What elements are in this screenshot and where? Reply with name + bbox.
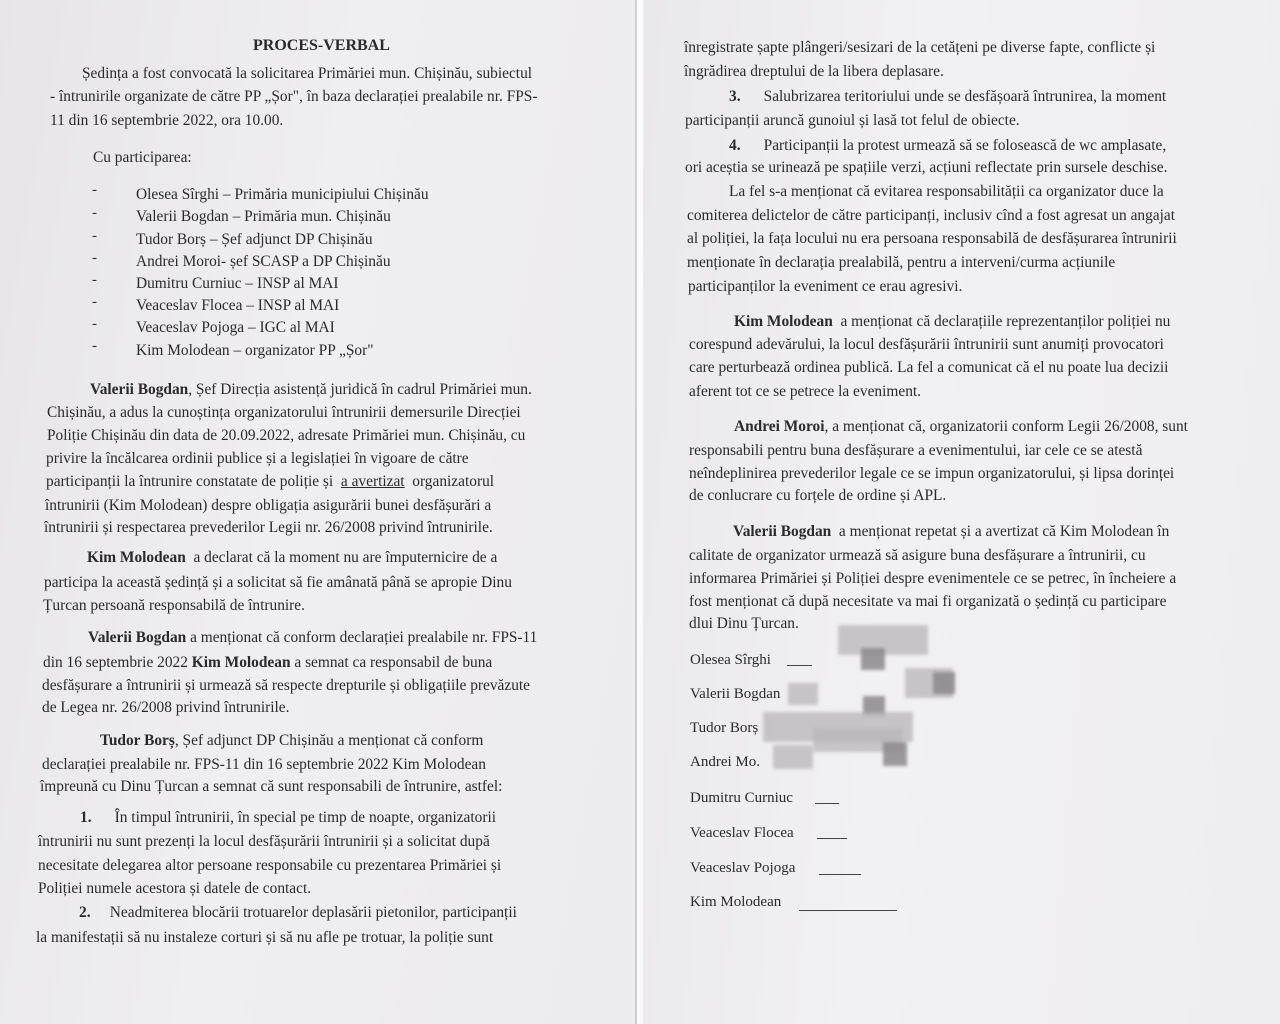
paragraph-line: îngrădirea dreptului de la libera deplasare. xyxy=(684,63,944,80)
paragraph-line: la manifestații să nu instaleze corturi și să nu afle pe trotuar, la poliție sunt xyxy=(36,929,494,946)
paragraph-line: La fel s-a menționat că evitarea responsabilității ca organizator duce la xyxy=(729,183,1164,200)
paragraph-text: a declarat că la moment nu are împuternicire de a xyxy=(193,549,498,566)
signature-name: Kim Molodean xyxy=(690,894,782,910)
paragraph-text: a semnat ca responsabil de buna xyxy=(294,654,493,671)
list-dash: - xyxy=(92,338,97,354)
paragraph-text: , Șef adjunct DP Chișinău a menționat că conform xyxy=(174,732,484,749)
paragraph-text: a menționat că declarațiile reprezentanților poliției nu xyxy=(840,313,1171,330)
paragraph-line xyxy=(100,731,483,751)
item-number: 4. xyxy=(729,137,741,154)
paragraph-text: Participanții la protest urmează să se folosească de wc amplasate, xyxy=(763,137,1167,154)
speaker-name: Kim Molodean xyxy=(87,549,186,566)
paragraph-line: înregistrate șapte plângeri/sesizari de la cetățeni pe diverse fapte, conflicte și xyxy=(684,39,1156,56)
paragraph-line: Țurcan persoană responsabilă de întrunire. xyxy=(43,597,305,614)
paragraph-line: dlui Dinu Țurcan. xyxy=(689,615,799,632)
participant-item: Dumitru Curniuc – INSP al MAI xyxy=(136,275,339,292)
paragraph-text: a menționat repetat și a avertizat că Kim Molodean în xyxy=(838,523,1170,540)
paragraph-line: care perturbează ordinea publică. La fel a comunicat că el nu poate lua decizii xyxy=(689,359,1169,376)
redacted-signature xyxy=(773,745,813,769)
paragraph-text: În timpul întrunirii, în special pe timp de noapte, organizatorii xyxy=(114,809,497,826)
signature-line xyxy=(815,803,839,804)
item-number: 2. xyxy=(79,904,91,921)
paragraph-line: împreună cu Dinu Țurcan a semnat că sunt responsabili de întrunire, astfel: xyxy=(40,778,503,795)
paragraph-line: participa la această ședință și a solicitat să fie amânată până se apropie Dinu xyxy=(44,574,512,591)
paragraph-line xyxy=(734,417,1188,437)
paragraph-line: Poliției numele acestora și datele de contact. xyxy=(38,880,312,897)
list-dash: - xyxy=(92,272,97,288)
paragraph-line: Chișinău, a adus la cunoștința organizatorului întrunirii demersurile Direcției xyxy=(47,404,521,421)
signature-name: Tudor Borș xyxy=(690,720,759,736)
signature-line xyxy=(819,874,861,875)
paragraph-line xyxy=(734,312,1170,332)
participant-item: Tudor Borș – Șef adjunct DP Chișinău xyxy=(136,231,373,248)
redacted-signature xyxy=(883,742,907,766)
numbered-item xyxy=(80,808,496,828)
participant-item: Andrei Moroi- șef SCASP a DP Chișinău xyxy=(136,253,391,270)
paragraph-text: , Șef Direcția asistență juridică în cadrul Primăriei mun. xyxy=(188,381,532,398)
paragraph-line xyxy=(88,628,537,648)
paragraph-line: al poliției, la fața locului nu era persoana responsabilă de desfășurarea întrunirii xyxy=(687,230,1177,247)
paragraph-line: ori aceștia se urinează pe spațiile verzi, acțiuni reflectate prin sursele deschise. xyxy=(685,159,1168,176)
list-dash: - xyxy=(92,182,97,198)
paragraph-line: informarea Primăriei și Poliției despre evenimentele ce se petrec, în încheiere a xyxy=(689,570,1177,587)
paragraph-text: din 16 septembrie 2022 xyxy=(43,654,188,671)
document-title: PROCES-VERBAL xyxy=(253,37,390,54)
paragraph-line: comiterea delictelor de către participanți, inclusiv cînd a fost agresat un angajat xyxy=(687,207,1176,224)
participant-item: Kim Molodean – organizator PP „Șor" xyxy=(136,342,374,359)
right-page xyxy=(643,0,1280,1024)
paragraph-line: desfășurare a întrunirii și urmează să respecte drepturile și obligațiile prevăzute xyxy=(42,677,531,694)
list-dash: - xyxy=(92,294,97,310)
paragraph-text: a menționat că conform declarației prealabile nr. FPS-11 xyxy=(190,629,538,646)
bold-name: Kim Molodean xyxy=(191,654,291,671)
signature-name: Dumitru Curniuc xyxy=(690,790,793,806)
speaker-name: Kim Molodean xyxy=(734,313,833,330)
participant-item: Valerii Bogdan – Primăria mun. Chișinău xyxy=(136,208,391,225)
paragraph-text: Neadmiterea blocării trotuarelor deplasării pietonilor, participanții xyxy=(109,904,517,921)
list-dash: - xyxy=(92,316,97,332)
paragraph-line xyxy=(90,380,596,400)
signature-name: Veaceslav Flocea xyxy=(690,825,794,841)
paragraph-line: întrunirii (Kim Molodean) despre obligația asigurării bunei desfășurări a xyxy=(45,497,492,514)
paragraph-line: aferent tot ce se petrece la eveniment. xyxy=(689,383,922,400)
list-dash: - xyxy=(92,250,97,266)
paragraph-line: de Legea nr. 26/2008 privind întrunirile. xyxy=(42,699,290,716)
signature-name: Andrei Mo. xyxy=(690,754,760,770)
numbered-item xyxy=(79,903,517,923)
redacted-signature xyxy=(933,672,955,694)
paragraph-line xyxy=(46,472,494,492)
paragraph-line xyxy=(87,548,497,568)
signature-name: Valerii Bogdan xyxy=(690,686,781,702)
paragraph-line: întrunirii și respectarea prevederilor Legii nr. 26/2008 privind întrunirile. xyxy=(44,519,493,536)
list-dash: - xyxy=(92,205,97,221)
paragraph-line: calitate de organizator urmează să asigure buna desfășurare a întrunirii, cu xyxy=(689,547,1146,564)
participant-item: Veaceslav Flocea – INSP al MAI xyxy=(136,297,340,314)
speaker-name: Valerii Bogdan xyxy=(90,381,189,398)
signature-name: Olesea Sîrghi xyxy=(690,652,771,668)
paragraph-text: participanții la întrunire constatate de poliție și xyxy=(46,473,334,490)
paragraph-line: privire la încălcarea ordinii publice și a legislației în vigoare de către xyxy=(46,450,469,467)
paragraph-line xyxy=(43,653,492,673)
signature-line xyxy=(799,910,897,911)
paragraph-line: necesitate delegarea altor persoane responsabile cu prezentarea Primăriei și xyxy=(38,857,502,874)
intro-line: - întrunirile organizate de către PP „Șor", în baza declarației prealabile nr. FPS- xyxy=(50,88,538,105)
left-page xyxy=(0,0,637,1024)
redacted-signature xyxy=(861,648,885,670)
item-number: 3. xyxy=(729,88,741,105)
speaker-name: Tudor Borș xyxy=(100,732,175,749)
participant-item: Olesea Sîrghi – Primăria municipiului Chișinău xyxy=(136,186,429,203)
underlined-text: a avertizat xyxy=(340,473,405,490)
paragraph-line: responsabili pentru buna desfășurare a evenimentului, iar cele ce se atestă xyxy=(689,442,1143,459)
numbered-item xyxy=(729,136,1166,156)
signature-name: Veaceslav Pojoga xyxy=(690,860,796,876)
paragraph-text: organizatorul xyxy=(412,473,495,490)
paragraph-text: Salubrizarea teritoriului unde se desfășoară întrunirea, la moment xyxy=(763,88,1167,105)
signature-line xyxy=(817,838,847,839)
speaker-name: Valerii Bogdan xyxy=(733,523,832,540)
speaker-name: Andrei Moroi xyxy=(734,418,825,435)
paragraph-line: corespund adevărului, la locul desfășurării întrunirii sunt anumiți provocatori xyxy=(689,336,1164,353)
speaker-name: Valerii Bogdan xyxy=(88,629,187,646)
paragraph-line xyxy=(733,522,1169,542)
intro-line: Ședința a fost convocată la solicitarea Primăriei mun. Chișinău, subiectul xyxy=(82,65,533,82)
numbered-item xyxy=(729,87,1166,107)
paragraph-text: , a menționat că, organizatorii conform Legii 26/2008, sunt xyxy=(824,418,1188,435)
paragraph-line: întrunirii nu sunt prezenți la locul desfășurării întrunirii și a solicitat după xyxy=(38,833,490,850)
paragraph-line: Poliție Chișinău din data de 20.09.2022, adresate Primăriei mun. Chișinău, cu xyxy=(47,427,526,444)
paragraph-line: participanților la eveniment ce erau agresivi. xyxy=(688,278,963,295)
paragraph-line: neîndeplinirea prevederilor legale ce se impun organizatorului, și lipsa dorinței xyxy=(689,465,1175,482)
paragraph-line: menționate în declarația prealabilă, pentru a interveni/curma acțiunile xyxy=(687,254,1116,271)
signature-line xyxy=(787,665,812,666)
participants-heading: Cu participarea: xyxy=(93,149,192,166)
item-number: 1. xyxy=(80,809,92,826)
paragraph-line: declarației prealabile nr. FPS-11 din 16 septembrie 2022 Kim Molodean xyxy=(42,756,486,773)
paragraph-line: fost menționat că după necesitate va mai fi organizată o ședință cu participare xyxy=(689,593,1167,610)
participant-item: Veaceslav Pojoga – IGC al MAI xyxy=(136,319,335,336)
intro-line: 11 din 16 septembrie 2022, ora 10.00. xyxy=(50,112,284,129)
list-dash: - xyxy=(92,228,97,244)
redacted-signature xyxy=(788,683,818,705)
paragraph-line: participanții aruncă gunoiul și lasă tot felul de obiecte. xyxy=(685,112,1020,129)
paragraph-line: de conlucrare cu forțele de ordine și APL. xyxy=(689,487,947,504)
